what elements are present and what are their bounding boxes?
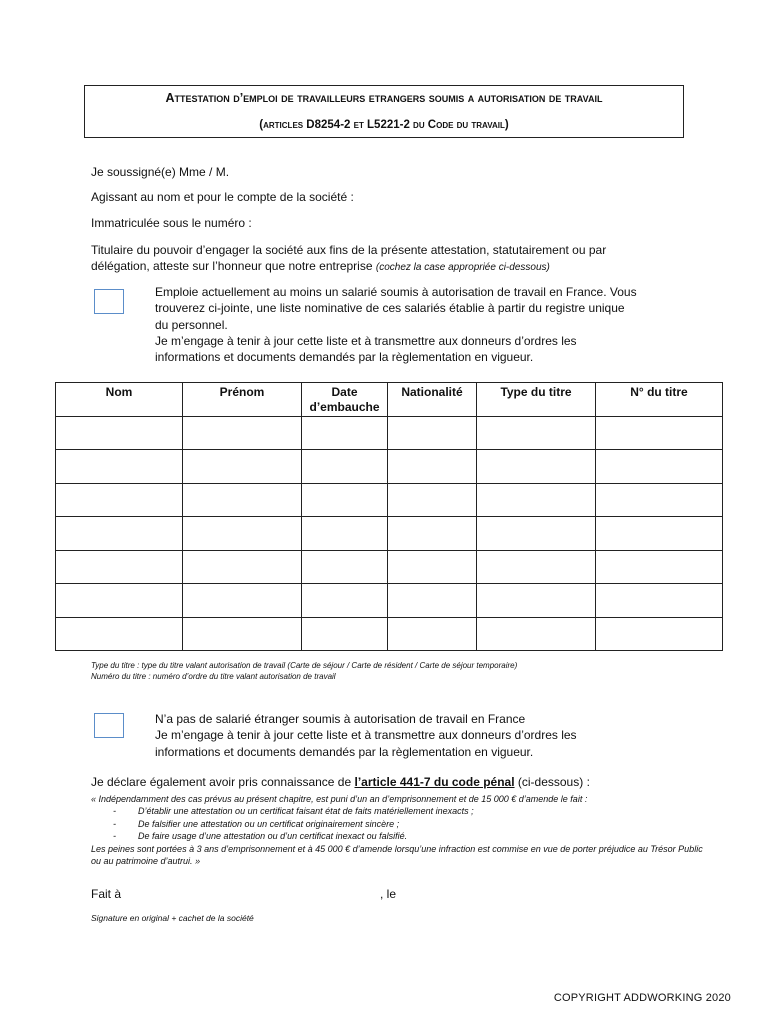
table-cell[interactable] bbox=[302, 517, 388, 551]
legal-text bbox=[91, 793, 711, 867]
table-cell[interactable] bbox=[183, 551, 302, 584]
table-cell[interactable] bbox=[183, 517, 302, 551]
table-row bbox=[56, 450, 723, 484]
col-prenom: Prénom bbox=[183, 383, 302, 417]
table-cell[interactable] bbox=[56, 450, 183, 484]
table-cell[interactable] bbox=[302, 484, 388, 517]
table-cell[interactable] bbox=[596, 417, 723, 450]
titulaire-line-2: délégation, atteste sur l’honneur que notre entreprise (cochez la case appropriée ci-dessous) bbox=[91, 259, 550, 273]
table-cell[interactable] bbox=[477, 450, 596, 484]
table-row bbox=[56, 551, 723, 584]
salaries-table bbox=[55, 382, 723, 651]
table-row bbox=[56, 584, 723, 618]
table-cell[interactable] bbox=[56, 584, 183, 618]
table-cell[interactable] bbox=[596, 551, 723, 584]
table-cell[interactable] bbox=[56, 517, 183, 551]
col-type-titre: Type du titre bbox=[477, 383, 596, 417]
table-cell[interactable] bbox=[302, 584, 388, 618]
legal-intro: « Indépendamment des cas prévus au présent chapitre, est puni d’un an d’emprisonnement et de 15 000 € d’amende le fait : bbox=[91, 794, 588, 804]
col-nom: Nom bbox=[56, 383, 183, 417]
table-cell[interactable] bbox=[183, 484, 302, 517]
checkbox-emploie[interactable] bbox=[94, 289, 124, 314]
col-date-embauche: Date d’embauche bbox=[302, 383, 388, 417]
declaration-line: Je déclare également avoir pris connaissance de l’article 441-7 du code pénal (ci-dessous) : bbox=[91, 775, 590, 789]
table-cell[interactable] bbox=[388, 417, 477, 450]
table-cell[interactable] bbox=[388, 484, 477, 517]
document-title: Attestation d’emploi de travailleurs etrangers soumis a autorisation de travail bbox=[165, 91, 603, 105]
table-cell[interactable] bbox=[56, 417, 183, 450]
table-cell[interactable] bbox=[596, 517, 723, 551]
table-cell[interactable] bbox=[477, 417, 596, 450]
table-cell[interactable] bbox=[183, 584, 302, 618]
table-cell[interactable] bbox=[388, 450, 477, 484]
table-row bbox=[56, 618, 723, 651]
checkbox-pas-de-salarie[interactable] bbox=[94, 713, 124, 738]
table-cell[interactable] bbox=[302, 417, 388, 450]
table-cell[interactable] bbox=[302, 551, 388, 584]
option-emploie-text: Emploie actuellement au moins un salarié soumis à autorisation de travail en France. Vous trouverez ci-jointe, une liste nominative de ces salariés établie à partir du registre unique du personnel. Je m’engage à tenir à jour cette liste et à transmettre aux donneurs d’ordres les informations et documents demandés par la règlementation en vigueur. bbox=[155, 285, 637, 365]
table-cell[interactable] bbox=[596, 584, 723, 618]
table-cell[interactable] bbox=[56, 484, 183, 517]
table-cell[interactable] bbox=[596, 618, 723, 651]
soussigne-line: Je soussigné(e) Mme / M. bbox=[91, 165, 230, 179]
table-cell[interactable] bbox=[477, 551, 596, 584]
table-cell[interactable] bbox=[302, 450, 388, 484]
option-pas-de-salarie-text: N’a pas de salarié étranger soumis à autorisation de travail en France Je m’engage à tenir à jour cette liste et à transmettre aux donneurs d’ordres les informations et documents demandés par la règlementation en vigueur. bbox=[155, 712, 577, 759]
table-cell[interactable] bbox=[477, 517, 596, 551]
table-cell[interactable] bbox=[477, 484, 596, 517]
table-cell[interactable] bbox=[477, 618, 596, 651]
table-row bbox=[56, 484, 723, 517]
agissant-line: Agissant au nom et pour le compte de la société : bbox=[91, 190, 354, 204]
table-cell[interactable] bbox=[56, 551, 183, 584]
fait-a-label: Fait à bbox=[91, 887, 122, 901]
legal-penalty: Les peines sont portées à 3 ans d’emprisonnement et à 45 000 € d’amende lorsqu’une infraction est commise en vue de porter préjudice au Trésor Public ou au patrimoine d’autrui. » bbox=[91, 843, 703, 867]
table-row bbox=[56, 517, 723, 551]
table-cell[interactable] bbox=[183, 618, 302, 651]
table-cell[interactable] bbox=[388, 618, 477, 651]
signature-note: Signature en original + cachet de la société bbox=[91, 913, 254, 923]
col-nationalite: Nationalité bbox=[388, 383, 477, 417]
table-cell[interactable] bbox=[56, 618, 183, 651]
table-cell[interactable] bbox=[596, 484, 723, 517]
title-box bbox=[84, 85, 684, 138]
document-subtitle: (articles D8254-2 et L5221-2 du Code du travail) bbox=[259, 119, 509, 131]
table-header-row bbox=[56, 383, 723, 417]
article-reference: l’article 441-7 du code pénal bbox=[354, 775, 515, 789]
legal-item: - De falsifier une attestation ou un certificat originairement sincère ; bbox=[113, 818, 400, 829]
table-cell[interactable] bbox=[302, 618, 388, 651]
titulaire-line-1: Titulaire du pouvoir d’engager la société aux fins de la présente attestation, statutairement ou par bbox=[91, 243, 607, 257]
legend-type: Type du titre : type du titre valant autorisation de travail (Carte de séjour / Carte de résident / Carte de séjour temporaire) bbox=[91, 661, 518, 670]
table-cell[interactable] bbox=[388, 584, 477, 618]
table-cell[interactable] bbox=[183, 417, 302, 450]
immatriculee-line: Immatriculée sous le numéro : bbox=[91, 216, 252, 230]
table-cell[interactable] bbox=[596, 450, 723, 484]
table-cell[interactable] bbox=[388, 551, 477, 584]
legend-numero: Numéro du titre : numéro d’ordre du titre valant autorisation de travail bbox=[91, 672, 336, 681]
col-numero-titre: N° du titre bbox=[596, 383, 723, 417]
legal-item: - De faire usage d’une attestation ou d’un certificat inexact ou falsifié. bbox=[113, 831, 408, 842]
table-cell[interactable] bbox=[388, 517, 477, 551]
titulaire-note: (cochez la case appropriée ci-dessous) bbox=[375, 262, 550, 273]
legal-item: - D’établir une attestation ou un certificat faisant état de faits matériellement inexacts ; bbox=[113, 806, 474, 817]
table-row bbox=[56, 417, 723, 450]
date-label: , le bbox=[380, 887, 397, 901]
copyright: COPYRIGHT ADDWORKING 2020 bbox=[553, 992, 731, 1004]
table-cell[interactable] bbox=[183, 450, 302, 484]
table-cell[interactable] bbox=[477, 584, 596, 618]
